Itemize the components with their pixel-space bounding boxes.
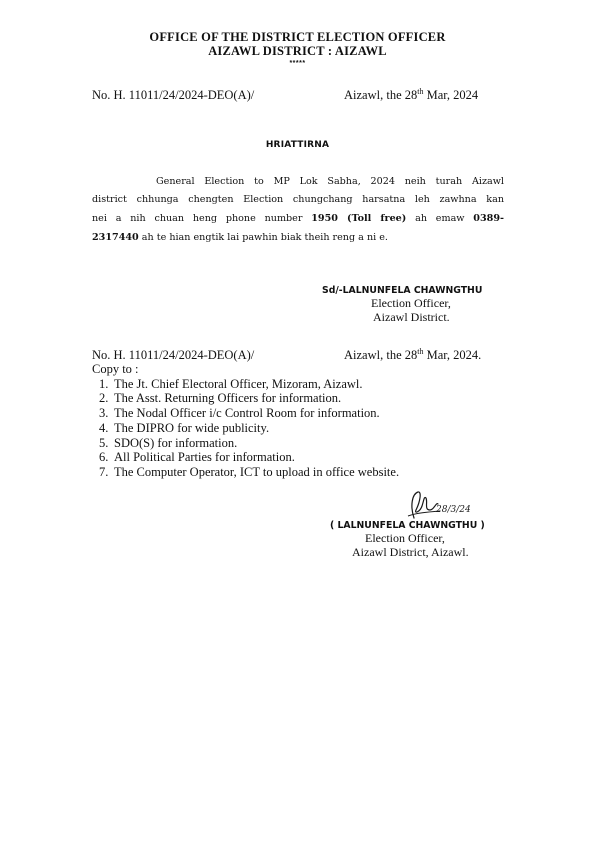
signatory-designation-2: Election Officer, bbox=[365, 531, 445, 545]
list-item: 7. The Computer Operator, ICT to upload in office website. bbox=[99, 464, 400, 479]
list-item: 3. The Nodal Officer i/c Control Room for information. bbox=[99, 406, 380, 421]
notice-line-3: nei a nih chuan heng phone number 1950 (Toll free) ah emaw 0389- bbox=[92, 213, 504, 224]
copy-to-heading: Copy to : bbox=[92, 362, 139, 376]
toll-free-number: 1950 (Toll free) bbox=[311, 213, 407, 224]
reference-number: No. H. 11011/24/2024-DEO(A)/ bbox=[92, 88, 255, 102]
signatory-designation: Election Officer, bbox=[371, 296, 451, 310]
phone-number-part1: 0389- bbox=[473, 213, 504, 224]
signatory-district: Aizawl District. bbox=[373, 310, 450, 324]
svg-text:28/3/24: 28/3/24 bbox=[436, 505, 471, 515]
notice-line-2: district chhunga chengten Election chungchang harsatna leh zawhna kan bbox=[92, 194, 504, 205]
notice-title: HRIATTIRNA bbox=[265, 140, 330, 150]
office-title: OFFICE OF THE DISTRICT ELECTION OFFICER bbox=[149, 30, 446, 44]
copy-to-section bbox=[92, 362, 399, 480]
notice-line-4: 2317440 ah te hian engtik lai pawhin biak theih reng a ni e. bbox=[92, 232, 388, 243]
copy-to-list bbox=[92, 377, 399, 480]
header-stars: ***** bbox=[289, 60, 306, 67]
list-item: 4. The DIPRO for wide publicity. bbox=[99, 420, 270, 435]
copy-reference-number: No. H. 11011/24/2024-DEO(A)/ bbox=[92, 348, 255, 362]
copy-reference-date: Aizawl, the 28th Mar, 2024. bbox=[344, 346, 482, 362]
list-item: 5. SDO(S) for information. bbox=[99, 435, 238, 450]
signatory-name-bracketed: ( LALNUNFELA CHAWNGTHU ) bbox=[330, 520, 485, 531]
reference-date: Aizawl, the 28th Mar, 2024 bbox=[344, 86, 479, 102]
list-item: 1. The Jt. Chief Electoral Officer, Mizoram, Aizawl. bbox=[99, 376, 363, 391]
district-title: AIZAWL DISTRICT : AIZAWL bbox=[208, 44, 387, 58]
list-item: 2. The Asst. Returning Officers for information. bbox=[99, 391, 342, 406]
notice-line-1: General Election to MP Lok Sabha, 2024 neih turah Aizawl bbox=[156, 176, 504, 187]
signatory-name: Sd/-LALNUNFELA CHAWNGTHU bbox=[322, 285, 483, 296]
signatory-district-2: Aizawl District, Aizawl. bbox=[352, 545, 469, 559]
list-item: 6. All Political Parties for information. bbox=[99, 450, 295, 465]
phone-number-part2: 2317440 bbox=[92, 232, 139, 243]
